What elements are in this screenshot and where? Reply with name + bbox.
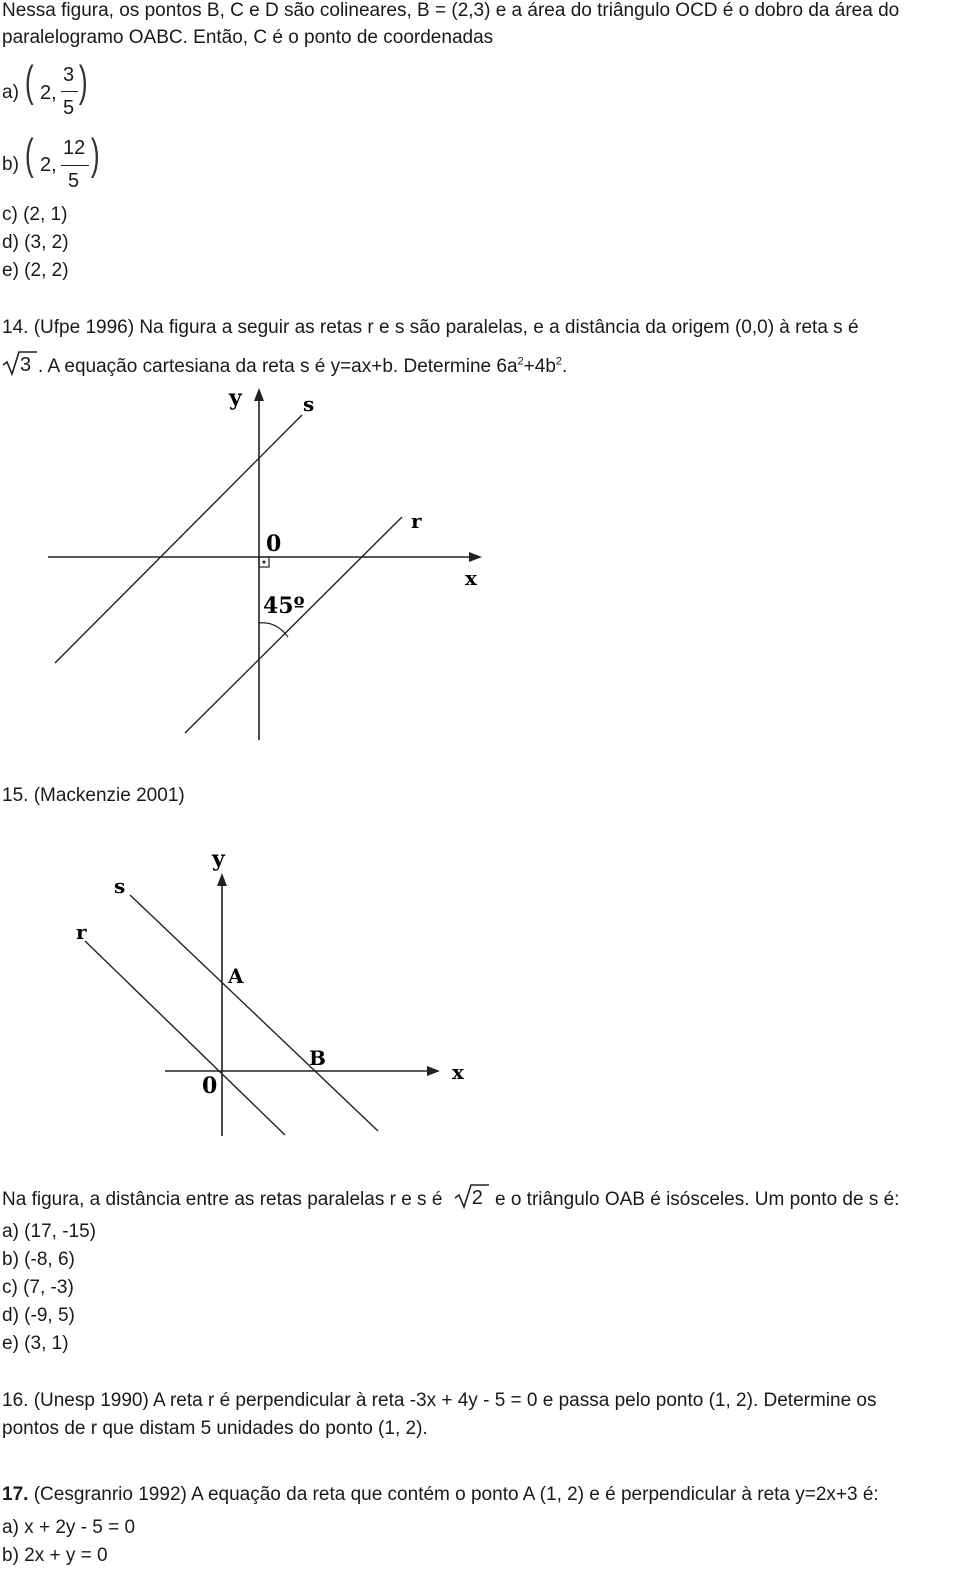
sqrt-radicand: 3 [20,354,32,376]
line-r [85,941,285,1135]
q15-option-e: e) (3, 1) [2,1333,69,1354]
q15-option-c: c) (7, -3) [2,1277,74,1298]
q17-option-a: a) x + 2y - 5 = 0 [2,1517,136,1538]
fraction-denominator: 5 [68,170,80,192]
label-x: x [452,1060,464,1084]
y-axis-arrow [254,388,264,401]
x-axis-arrow [469,552,482,562]
sqrt-icon [2,354,38,376]
sqrt-icon [454,1187,490,1209]
q14-text-a: . A equação cartesiana da reta s é y=ax+b. Determine 6a [38,356,518,377]
q15-option-d: d) (-9, 5) [2,1305,75,1326]
label-origin: 0 [202,1073,218,1099]
q14-text: (Ufpe 1996) Na figura a seguir as retas r e s são paralelas, e a distância da origem (0,0) à reta s é [33,317,859,338]
exponent: 2 [517,355,524,368]
label-s: s [114,874,126,898]
left-paren: ( [24,57,34,106]
fraction-lead: 2, [40,154,57,176]
q13-option-e: e) (2, 2) [2,260,69,281]
q13-option-d: d) (3, 2) [2,232,69,253]
q15-option-a: a) (17, -15) [2,1221,96,1242]
exponent: 2 [555,355,563,368]
q14-text-b: +4b [523,356,556,377]
fraction-bar [61,165,89,166]
right-angle-dot [263,561,266,564]
q14-statement-line1 [2,317,859,339]
y-axis-arrow [217,873,227,886]
q15-option-b: b) (-8, 6) [2,1249,75,1270]
line-r [185,517,402,733]
q15-header: 15. (Mackenzie 2001) [2,785,185,806]
label-r: r [411,509,422,533]
q15-text-b: e o triângulo OAB é isósceles. Um ponto de s é: [494,1189,900,1210]
label-A: A [228,964,244,988]
q14-statement-line2 [2,354,567,378]
label-x: x [465,566,477,590]
label-angle: 45º [263,593,305,619]
q17-number: 17. [2,1484,29,1505]
label-origin: 0 [266,531,282,557]
fraction-numerator: 3 [63,64,75,86]
fraction-bar [61,91,78,92]
right-paren: ) [78,57,88,106]
q14-number: 14. [2,317,29,338]
fraction-denominator: 5 [63,97,75,119]
q14-figure [40,385,540,745]
q15-figure [60,843,480,1143]
x-axis-arrow [427,1066,440,1076]
q16-statement-line1: 16. (Unesp 1990) A reta r é perpendicular à reta -3x + 4y - 5 = 0 e passa pelo ponto (1, 2). Determine os [2,1390,877,1411]
q15-text-a: Na figura, a distância entre as retas paralelas r e s é [2,1189,443,1210]
label-y: y [229,385,242,411]
line-s [130,895,378,1131]
q17-statement [2,1484,879,1506]
q17-text: (Cesgranrio 1992) A equação da reta que contém o ponto A (1, 2) e é perpendicular à reta y=2x+3 é: [33,1484,879,1505]
q15-statement [2,1187,899,1211]
sqrt-radicand: 2 [471,1187,483,1209]
option-label: a) [2,82,19,103]
label-s: s [303,392,315,416]
right-paren: ) [90,130,100,179]
fraction-lead: 2, [40,82,57,104]
q17-option-b: b) 2x + y = 0 [2,1545,108,1566]
left-paren: ( [24,130,34,179]
line-s [55,415,302,663]
label-B: B [309,1046,326,1070]
label-r: r [76,920,87,944]
q13-statement-line2: paralelogramo OABC. Então, C é o ponto de coordenadas [2,27,494,48]
q13-statement-line1: Nessa figura, os pontos B, C e D são colineares, B = (2,3) e a área do triângulo OCD é o dobro da área do [2,0,900,21]
q16-statement-line2: pontos de r que distam 5 unidades do ponto (1, 2). [2,1418,428,1439]
q14-text-c: . [562,356,568,377]
option-label: b) [2,154,19,175]
label-y: y [212,846,225,872]
q13-option-c: c) (2, 1) [2,204,68,225]
fraction-numerator: 12 [63,137,86,159]
